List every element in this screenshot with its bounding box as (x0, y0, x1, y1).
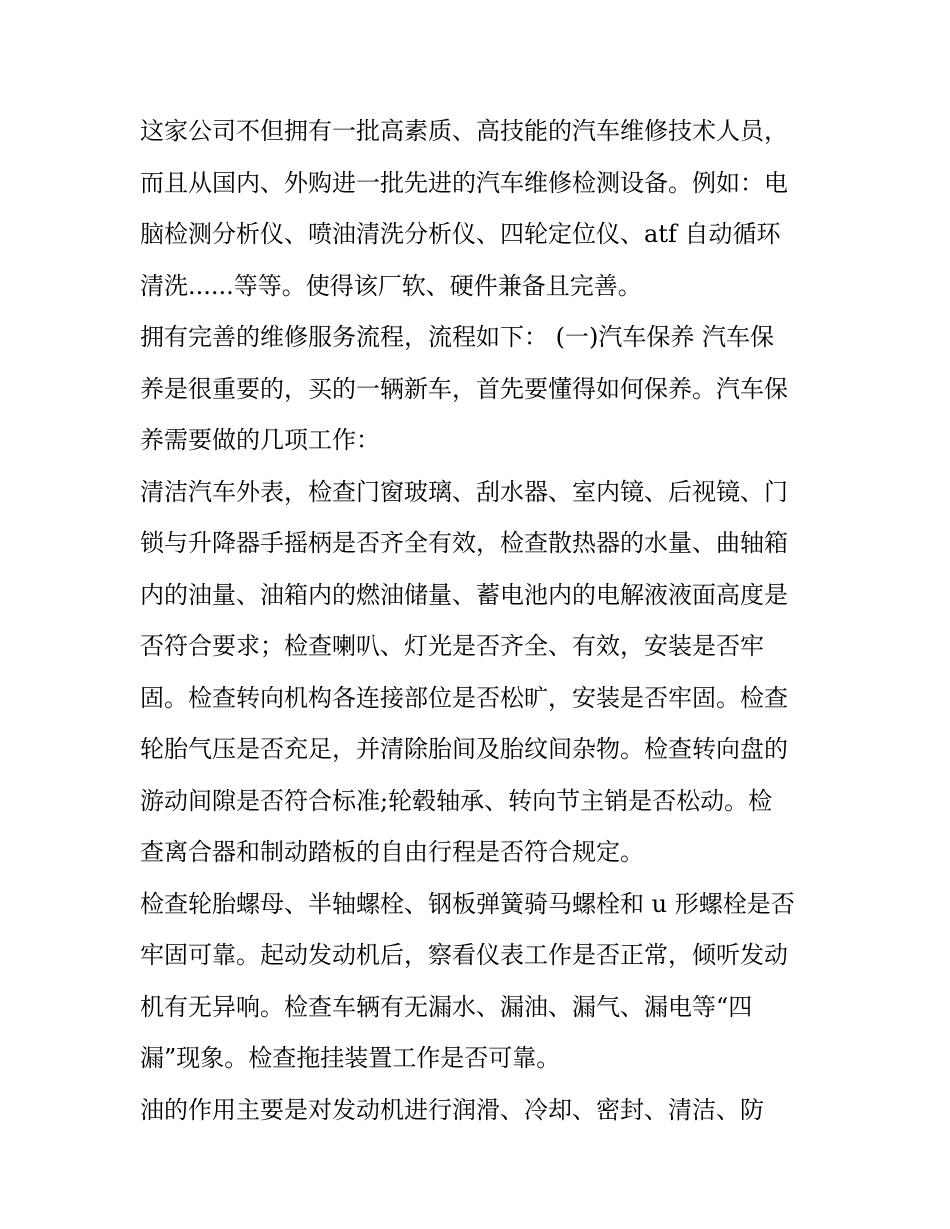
text-line: 清洗......等等。使得该厂软、硬件兼备且完善。 (140, 271, 642, 300)
text-line: 油的作用主要是对发动机进行润滑、冷却、密封、清洁、防 (140, 1095, 764, 1124)
text-line: 拥有完善的维修服务流程，流程如下： (一)汽车保养 汽车保 (140, 323, 774, 351)
text-line: 固。检查转向机构各连接部位是否松旷，安装是否牢固。检查 (140, 683, 788, 712)
body-text (140, 106, 815, 1136)
text-line: 否符合要求；检查喇叭、灯光是否齐全、有效，安装是否牢 (140, 632, 764, 660)
text-line: 这家公司不但拥有一批高素质、高技能的汽车维修技术人员， (140, 117, 788, 145)
text-line: 而且从国内、外购进一批先进的汽车维修检测设备。例如：电 (140, 168, 788, 197)
text-line: 轮胎气压是否充足，并清除胎间及胎纹间杂物。检查转向盘的 (140, 735, 788, 763)
text-line: 脑检测分析仪、喷油清洗分析仪、四轮定位仪、atf 自动循环 (140, 220, 781, 248)
text-line: 清洁汽车外表，检查门窗玻璃、刮水器、室内镜、后视镜、门 (140, 477, 788, 506)
text-line: 内的油量、油箱内的燃油储量、蓄电池内的电解液液面高度是 (140, 580, 788, 609)
text-line: 查离合器和制动踏板的自由行程是否符合规定。 (140, 838, 644, 866)
text-line: 牢固可靠。起动发动机后，察看仪表工作是否正常，倾听发动 (140, 941, 788, 969)
text-line: 养是很重要的，买的一辆新车，首先要懂得如何保养。汽车保 (140, 374, 788, 403)
text-line: 检查轮胎螺母、半轴螺栓、钢板弹簧骑马螺栓和 u 形螺栓是否 (140, 889, 795, 918)
text-line: 机有无异响。检查车辆有无漏水、漏油、漏气、漏电等“四 (140, 992, 753, 1021)
text-line: 游动间隙是否符合标准;轮毂轴承、转向节主销是否松动。检 (140, 786, 773, 815)
text-line: 养需要做的几项工作： (140, 426, 380, 454)
text-line: 漏”现象。检查拖挂装置工作是否可靠。 (140, 1044, 561, 1072)
text-line: 锁与升降器手摇柄是否齐全有效，检查散热器的水量、曲轴箱 (140, 529, 788, 557)
